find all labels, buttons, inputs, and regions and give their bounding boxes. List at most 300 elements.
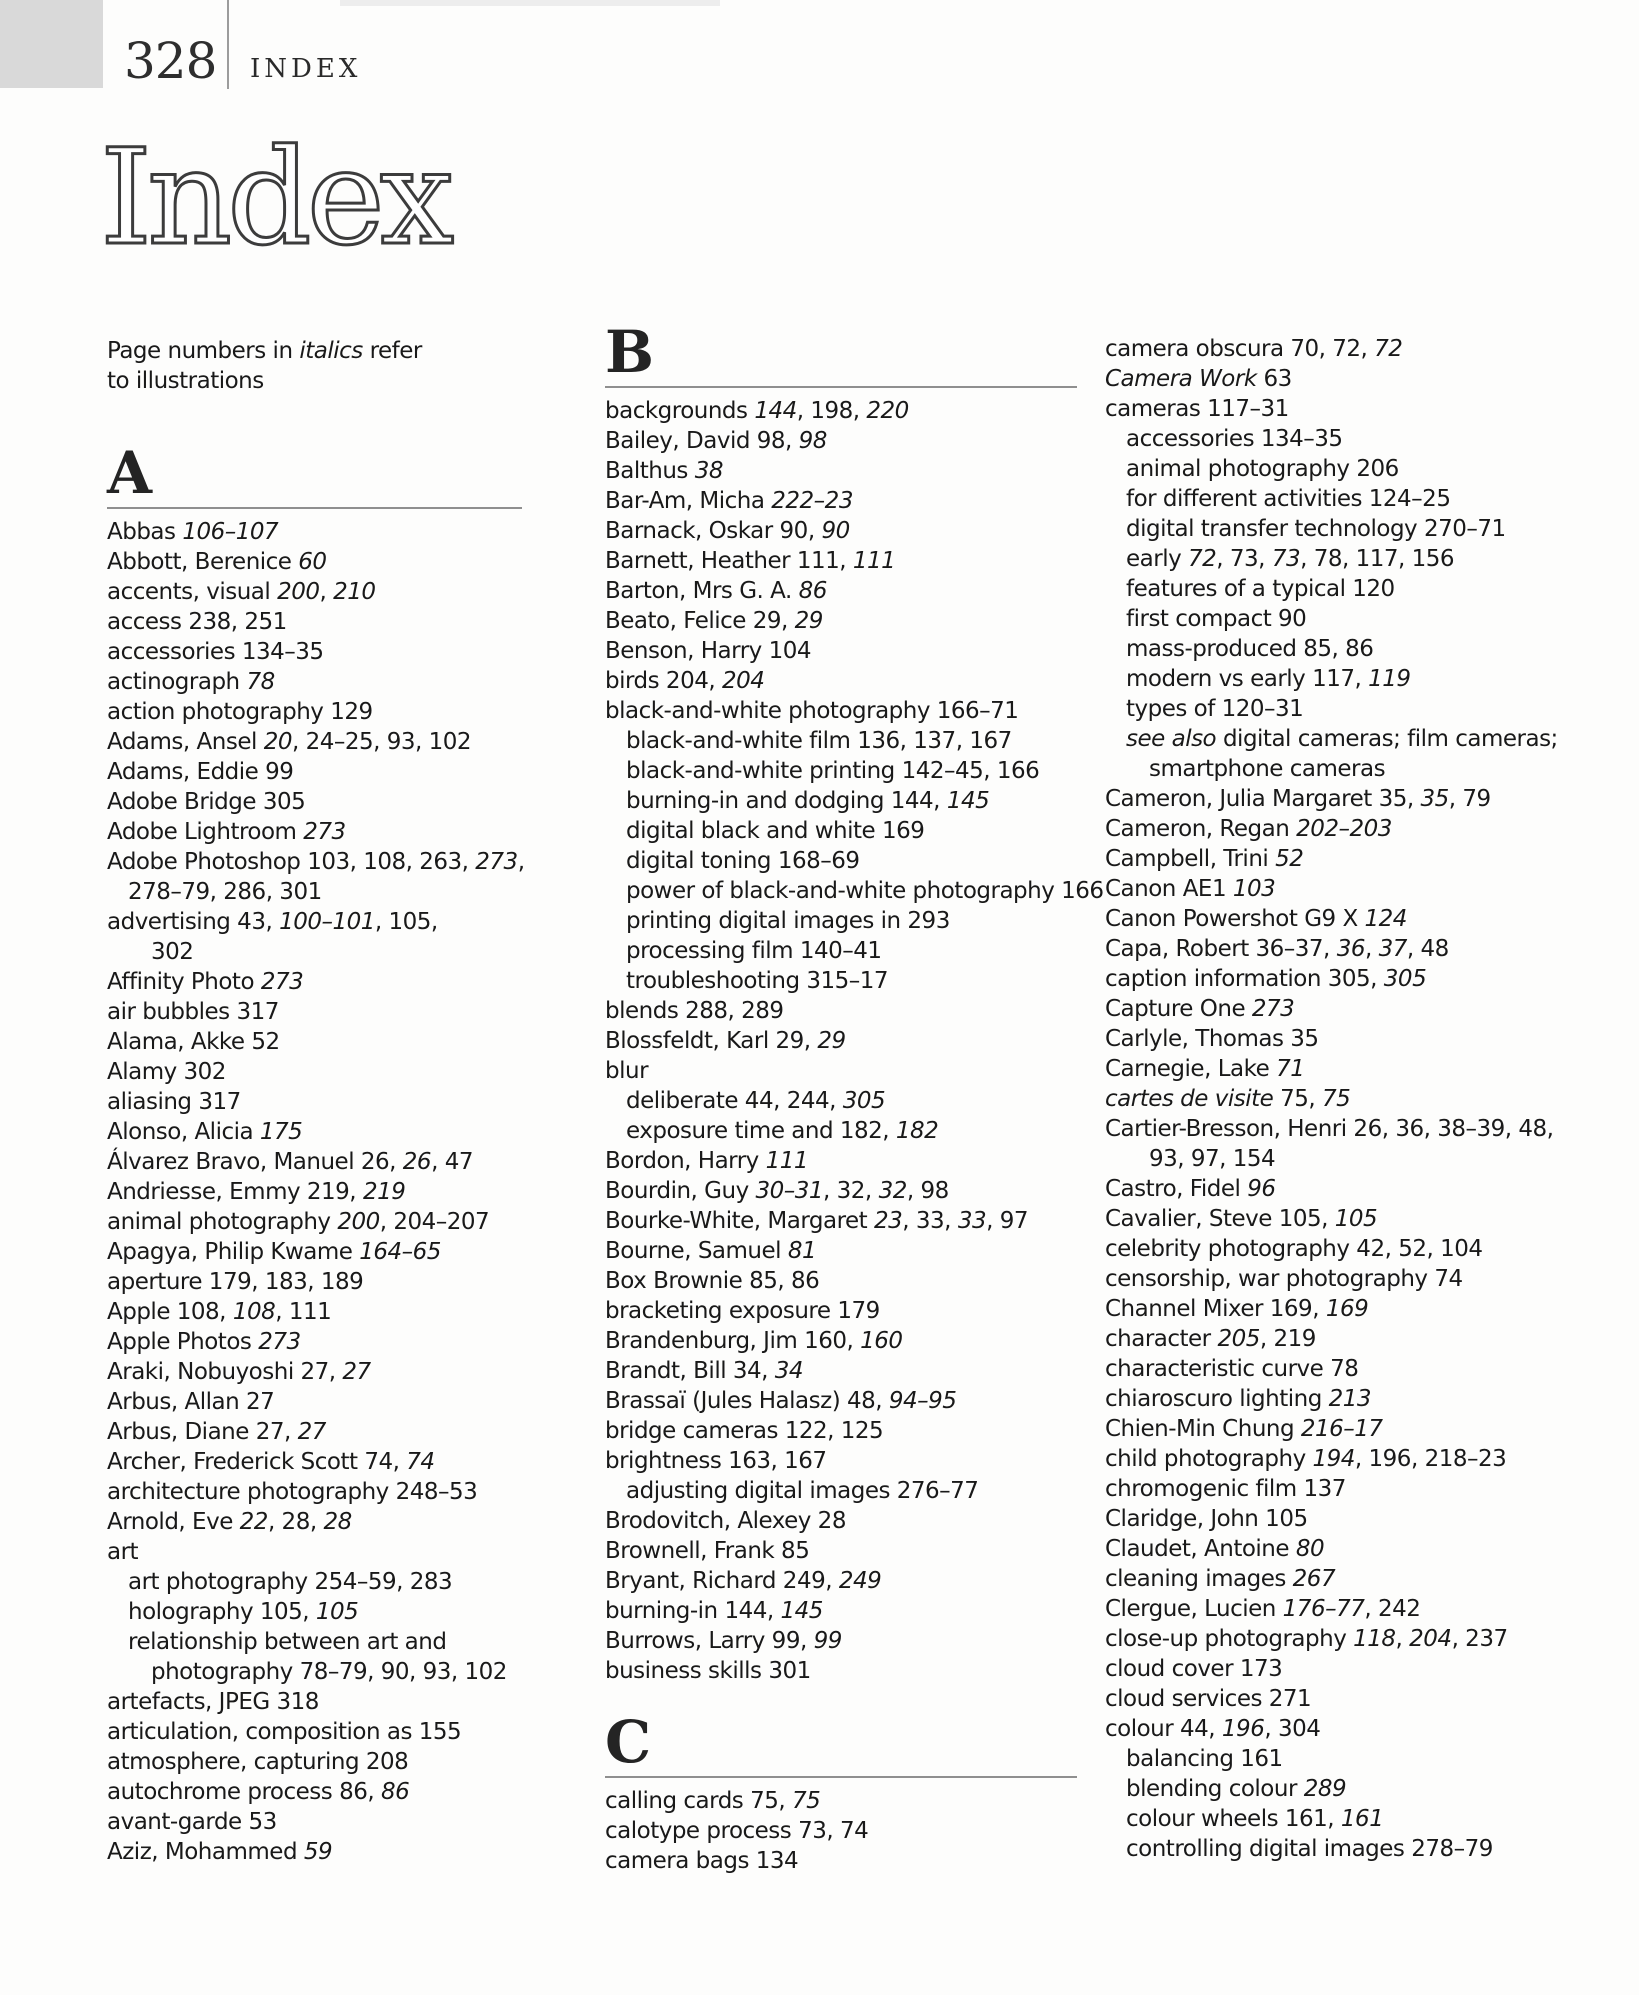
entry-text: Brodovitch, Alexey 28 <box>605 1508 846 1534</box>
index-entry-line <box>605 1846 1077 1876</box>
italic-text: 205 <box>1217 1326 1260 1352</box>
entry-text: Brownell, Frank 85 <box>605 1538 810 1564</box>
index-entry-line <box>1105 1474 1615 1504</box>
entry-text: features of a typical 120 <box>1126 576 1395 602</box>
italic-text: 30–31 <box>755 1178 824 1204</box>
index-entry-line <box>107 1177 522 1207</box>
entry-text: access 238, 251 <box>107 609 287 635</box>
italic-text: 27 <box>342 1359 371 1385</box>
entry-text: cloud services 271 <box>1105 1686 1312 1712</box>
entry-text: first compact 90 <box>1126 606 1307 632</box>
entry-text: controlling digital images 278–79 <box>1126 1836 1493 1862</box>
index-entry-line <box>1105 454 1615 484</box>
entry-text: artefacts, JPEG 318 <box>107 1689 319 1715</box>
index-entry-line <box>1105 574 1615 604</box>
italic-text: 111 <box>852 548 896 574</box>
index-entry-line <box>1105 1714 1615 1744</box>
entry-text: child photography <box>1105 1446 1313 1472</box>
entry-text: adjusting digital images 276–77 <box>626 1478 979 1504</box>
index-column-left <box>107 336 525 1867</box>
index-entry-line <box>1105 814 1615 844</box>
entry-text: smartphone cameras <box>1149 756 1386 782</box>
index-entry-line <box>107 1507 522 1537</box>
index-entry-line <box>605 816 1077 846</box>
entry-text: camera obscura 70, 72, <box>1105 336 1375 362</box>
entry-text: , 219 <box>1259 1326 1316 1352</box>
entry-text: , <box>517 849 525 875</box>
index-entry-line <box>107 1747 522 1777</box>
entry-text: Cartier-Bresson, Henri 26, 36, 38–39, 48, <box>1105 1116 1554 1142</box>
entry-text: brightness 163, 167 <box>605 1448 827 1474</box>
index-entry-line <box>107 1327 522 1357</box>
index-entry-line <box>107 1387 522 1417</box>
index-entry-line <box>1105 1054 1615 1084</box>
italic-text: 161 <box>1340 1806 1384 1832</box>
index-entry-line <box>605 1626 1077 1656</box>
entry-text: Chien-Min Chung <box>1105 1416 1301 1442</box>
index-entry-line <box>107 607 522 637</box>
entry-text: colour wheels 161, <box>1126 1806 1341 1832</box>
scan-smudge <box>340 0 720 6</box>
index-entry-line <box>605 1786 1077 1816</box>
index-entry-line <box>605 486 1077 516</box>
italic-text: italics <box>299 338 363 364</box>
italic-text: 202–203 <box>1296 816 1392 842</box>
italic-text: 273 <box>260 969 304 995</box>
page-corner-tab <box>0 0 103 88</box>
italic-text: 98 <box>798 428 827 454</box>
entry-text: Carlyle, Thomas 35 <box>1105 1026 1319 1052</box>
index-entry-line <box>107 997 522 1027</box>
entry-text: Cameron, Regan <box>1105 816 1297 842</box>
italic-text: 210 <box>333 579 376 605</box>
entry-text: Bailey, David 98, <box>605 428 799 454</box>
index-entry-line <box>605 876 1104 906</box>
entry-text: Claudet, Antoine <box>1105 1536 1296 1562</box>
italic-text: 72 <box>1374 336 1403 362</box>
entry-text: Andriesse, Emmy 219, <box>107 1179 363 1205</box>
entry-text: Bourke-White, Margaret <box>605 1208 875 1234</box>
italic-text: 106–107 <box>182 519 279 545</box>
entry-text: Claridge, John 105 <box>1105 1506 1308 1532</box>
italic-text: 86 <box>798 578 827 604</box>
entry-text: accessories 134–35 <box>107 639 324 665</box>
index-entry-line <box>1105 1624 1615 1654</box>
index-entry-line <box>605 1266 1077 1296</box>
index-entry-line <box>1105 1294 1615 1324</box>
entry-text: censorship, war photography 74 <box>1105 1266 1463 1292</box>
index-entry-line <box>1105 784 1615 814</box>
entry-text: Castro, Fidel <box>1105 1176 1248 1202</box>
entry-text: cleaning images <box>1105 1566 1293 1592</box>
index-entry-line <box>107 1207 522 1237</box>
index-entry-line <box>1105 1654 1615 1684</box>
index-column-right <box>1105 326 1615 1864</box>
italic-text: 99 <box>813 1628 842 1654</box>
entry-text: action photography 129 <box>107 699 373 725</box>
entry-text: , 73, <box>1216 546 1272 572</box>
index-entry-line <box>1105 874 1615 904</box>
entry-text: Adams, Eddie 99 <box>107 759 294 785</box>
entry-text: blending colour <box>1126 1776 1304 1802</box>
entry-text: cloud cover 173 <box>1105 1656 1283 1682</box>
index-entry-line <box>1105 1084 1615 1114</box>
entry-text: burning-in 144, <box>605 1598 781 1624</box>
index-entry-line <box>1105 1354 1615 1384</box>
italic-text: 72 <box>1188 546 1217 572</box>
entry-text: photography 78–79, 90, 93, 102 <box>151 1659 507 1685</box>
entry-text: digital black and white 169 <box>626 818 925 844</box>
entry-text: Apple Photos <box>107 1329 259 1355</box>
index-entry-line <box>605 1206 1077 1236</box>
index-entry-line <box>1105 694 1615 724</box>
index-entry-line <box>107 1237 522 1267</box>
index-entry-line <box>1105 1564 1615 1594</box>
section-letter: C <box>605 1708 653 1776</box>
italic-text: 200 <box>337 1209 380 1235</box>
italic-text: 196 <box>1221 1716 1265 1742</box>
entry-text: , 24–25, 93, 102 <box>291 729 472 755</box>
index-entry-line <box>1105 1444 1615 1474</box>
index-entry-line <box>1105 1504 1615 1534</box>
index-entry-line <box>1105 724 1615 754</box>
entry-text: Capa, Robert 36–37, <box>1105 936 1337 962</box>
entry-text: Alama, Akke 52 <box>107 1029 280 1055</box>
index-entry-line <box>107 1477 522 1507</box>
index-entry-line <box>605 1566 1077 1596</box>
entry-text: Channel Mixer 169, <box>1105 1296 1326 1322</box>
entry-text: Canon AE1 <box>1105 876 1233 902</box>
entry-text: backgrounds <box>605 398 755 424</box>
index-entry-line <box>605 966 1077 996</box>
entry-text: Bar-Am, Micha <box>605 488 772 514</box>
italic-text: 90 <box>821 518 850 544</box>
entry-text: Campbell, Trini <box>1105 846 1276 872</box>
italic-text: 74 <box>406 1449 435 1475</box>
index-entry-line <box>605 1176 1077 1206</box>
italic-text: 144 <box>754 398 797 424</box>
entry-text: Beato, Felice 29, <box>605 608 795 634</box>
index-entry-line <box>605 426 1077 456</box>
index-entry-line <box>605 576 1077 606</box>
index-entry-line <box>107 817 522 847</box>
entry-text: Clergue, Lucien <box>1105 1596 1283 1622</box>
section-entries <box>1105 334 1615 1864</box>
italic-text: 73 <box>1271 546 1301 572</box>
italic-text: 23 <box>874 1208 903 1234</box>
entry-text: , <box>1395 1626 1410 1652</box>
index-entry-line <box>605 516 1077 546</box>
italic-text: 145 <box>946 788 990 814</box>
entry-text: bracketing exposure 179 <box>605 1298 880 1324</box>
entry-text: Bryant, Richard 249, <box>605 1568 839 1594</box>
entry-text: balancing 161 <box>1126 1746 1283 1772</box>
italic-text: 273 <box>303 819 346 845</box>
index-entry-line <box>605 396 1077 426</box>
italic-text: Camera Work <box>1105 366 1257 392</box>
italics-note <box>107 336 522 396</box>
index-entry-line <box>107 907 522 937</box>
italic-text: 52 <box>1275 846 1304 872</box>
index-entry-line <box>605 1146 1077 1176</box>
italic-text: 204 <box>1409 1626 1452 1652</box>
entry-text: birds 204, <box>605 668 722 694</box>
index-entry-line <box>1105 844 1615 874</box>
italic-text: 38 <box>694 458 724 484</box>
entry-text: digital transfer technology 270–71 <box>1126 516 1506 542</box>
index-entry-line <box>107 1147 522 1177</box>
index-entry-line <box>605 1116 1077 1146</box>
entry-text: Alamy 302 <box>107 1059 226 1085</box>
section-entries <box>605 396 1104 1686</box>
page-title: Index <box>100 121 450 275</box>
entry-text: Benson, Harry 104 <box>605 638 811 664</box>
index-entry-line <box>605 1446 1077 1476</box>
entry-text: business skills 301 <box>605 1658 811 1684</box>
index-entry-line <box>605 696 1077 726</box>
index-entry-line <box>107 727 522 757</box>
italic-text: 219 <box>362 1179 406 1205</box>
italic-text: 249 <box>838 1568 882 1594</box>
entry-text: , 79 <box>1448 786 1491 812</box>
entry-text: 63 <box>1256 366 1292 392</box>
entry-text: to illustrations <box>107 368 264 394</box>
entry-text: Adobe Photoshop 103, 108, 263, <box>107 849 476 875</box>
index-entry-line <box>107 1057 522 1087</box>
entry-text: Cavalier, Steve 105, <box>1105 1206 1335 1232</box>
entry-text: blur <box>605 1058 649 1084</box>
index-entry-line <box>605 1476 1077 1506</box>
entry-text: aperture 179, 183, 189 <box>107 1269 364 1295</box>
entry-text: Arbus, Diane 27, <box>107 1419 298 1445</box>
entry-text: , 28, <box>267 1509 324 1535</box>
index-entry-line <box>1105 1774 1615 1804</box>
index-entry-line <box>605 1356 1077 1386</box>
entry-text: accents, visual <box>107 579 278 605</box>
entry-text: aliasing 317 <box>107 1089 241 1115</box>
entry-text: deliberate 44, 244, <box>626 1088 843 1114</box>
index-entry-line <box>107 1657 522 1687</box>
index-entry-line <box>605 996 1077 1026</box>
entry-text: , 111 <box>275 1299 332 1325</box>
entry-text: holography 105, <box>128 1599 316 1625</box>
entry-text: , 105, <box>374 909 438 935</box>
index-entry-line <box>1105 994 1615 1024</box>
index-entry-line <box>107 1447 522 1477</box>
index-entry-line <box>1105 514 1615 544</box>
italic-text: 78 <box>246 669 275 695</box>
index-entry-line <box>1105 1174 1615 1204</box>
index-entry-line <box>1105 1144 1615 1174</box>
entry-text: black-and-white photography 166–71 <box>605 698 1019 724</box>
index-entry-line <box>605 546 1077 576</box>
entry-text: art <box>107 1539 139 1565</box>
index-entry-line <box>605 666 1077 696</box>
entry-text: Burrows, Larry 99, <box>605 1628 814 1654</box>
entry-text: calling cards 75, <box>605 1788 792 1814</box>
entry-text: Barnett, Heather 111, <box>605 548 853 574</box>
entry-text: , 198, <box>796 398 867 424</box>
italic-text: 267 <box>1292 1566 1336 1592</box>
index-section-b <box>605 318 1104 1686</box>
italic-text: 164–65 <box>359 1239 441 1265</box>
entry-text: relationship between art and <box>128 1629 447 1655</box>
italic-text: 182 <box>895 1118 939 1144</box>
index-entry-line <box>1105 364 1615 394</box>
index-entry-line <box>605 1236 1077 1266</box>
entry-text: Brassaï (Jules Halasz) 48, <box>605 1388 889 1414</box>
index-entry-line <box>605 726 1077 756</box>
entry-text: Carnegie, Lake <box>1105 1056 1277 1082</box>
index-entry-line <box>605 1536 1077 1566</box>
entry-text: 93, 97, 154 <box>1149 1146 1276 1172</box>
entry-text: black-and-white printing 142–45, 166 <box>626 758 1040 784</box>
index-entry-line <box>605 606 1077 636</box>
index-entry-line <box>1105 964 1615 994</box>
index-entry-line <box>1105 424 1615 454</box>
index-entry-line <box>1105 1264 1615 1294</box>
index-entry-line <box>1105 904 1615 934</box>
italic-text: 273 <box>258 1329 301 1355</box>
entry-text: Arnold, Eve <box>107 1509 240 1535</box>
entry-text: Archer, Frederick Scott 74, <box>107 1449 407 1475</box>
entry-text: Affinity Photo <box>107 969 261 995</box>
index-entry-line <box>107 1297 522 1327</box>
italic-text: 26 <box>402 1149 432 1175</box>
index-entry-line <box>605 1656 1077 1686</box>
entry-text: accessories 134–35 <box>1126 426 1343 452</box>
italic-text: 103 <box>1232 876 1276 902</box>
entry-text: , 304 <box>1264 1716 1321 1742</box>
italic-text: 28 <box>323 1509 352 1535</box>
entry-text: celebrity photography 42, 52, 104 <box>1105 1236 1483 1262</box>
italic-text: 160 <box>860 1328 903 1354</box>
entry-text: colour 44, <box>1105 1716 1222 1742</box>
entry-text: , 97 <box>986 1208 1028 1234</box>
entry-text: Balthus <box>605 458 695 484</box>
entry-text: Adobe Lightroom <box>107 819 304 845</box>
entry-text: autochrome process 86, <box>107 1779 381 1805</box>
index-entry-line <box>1105 664 1615 694</box>
index-entry-line <box>1105 934 1615 964</box>
entry-text: Blossfeldt, Karl 29, <box>605 1028 818 1054</box>
index-entry-line <box>107 1117 522 1147</box>
index-section-a <box>107 439 525 1867</box>
index-entry-line <box>605 1816 1077 1846</box>
entry-text: chiaroscuro lighting <box>1105 1386 1329 1412</box>
entry-text: calotype process 73, 74 <box>605 1818 869 1844</box>
index-entry-line <box>1105 1384 1615 1414</box>
index-entry-line <box>605 1416 1077 1446</box>
entry-text: close-up photography <box>1105 1626 1354 1652</box>
index-entry-line <box>107 937 522 967</box>
entry-text: Arbus, Allan 27 <box>107 1389 275 1415</box>
italic-text: cartes de visite <box>1105 1086 1274 1112</box>
italic-text: 20 <box>263 729 292 755</box>
index-entry-line <box>1105 1324 1615 1354</box>
italic-text: 105 <box>315 1599 359 1625</box>
italic-text: 305 <box>842 1088 886 1114</box>
italic-text: 100–101 <box>279 909 375 935</box>
header-divider <box>227 0 229 89</box>
index-entry-line <box>107 787 522 817</box>
index-entry-line <box>107 1567 522 1597</box>
italic-text: 108 <box>232 1299 276 1325</box>
italic-text: 81 <box>787 1238 817 1264</box>
entry-text: air bubbles 317 <box>107 999 279 1025</box>
index-entry-line <box>107 1417 522 1447</box>
index-entry-line <box>1105 1024 1615 1054</box>
index-entry-line <box>107 1027 522 1057</box>
entry-text: bridge cameras 122, 125 <box>605 1418 884 1444</box>
italic-text: 222–23 <box>771 488 853 514</box>
italic-text: 119 <box>1368 666 1411 692</box>
entry-text: atmosphere, capturing 208 <box>107 1749 409 1775</box>
italic-text: 213 <box>1328 1386 1372 1412</box>
entry-text: Canon Powershot G9 X <box>1105 906 1365 932</box>
index-section-continued <box>1105 334 1615 1864</box>
entry-text: troubleshooting 315–17 <box>626 968 889 994</box>
index-entry-line <box>605 1596 1077 1626</box>
index-entry-line <box>107 967 522 997</box>
entry-text: power of black-and-white photography 166 <box>626 878 1104 904</box>
entry-text: Alonso, Alicia <box>107 1119 260 1145</box>
index-entry-line <box>605 1506 1077 1536</box>
italic-text: 35 <box>1420 786 1449 812</box>
italic-text: 75 <box>791 1788 821 1814</box>
note-line <box>107 366 522 396</box>
entry-text: Brandt, Bill 34, <box>605 1358 775 1384</box>
index-entry-line <box>605 1296 1077 1326</box>
italic-text: 216–17 <box>1300 1416 1383 1442</box>
index-entry-line <box>605 456 1077 486</box>
index-entry-line <box>107 1087 522 1117</box>
section-letter: B <box>605 318 656 386</box>
italic-text: 36 <box>1336 936 1365 962</box>
index-entry-line <box>107 1837 522 1867</box>
note-line <box>107 336 522 366</box>
entry-text: 302 <box>151 939 194 965</box>
entry-text: chromogenic film 137 <box>1105 1476 1346 1502</box>
entry-text: , 33, <box>902 1208 958 1234</box>
entry-text: early <box>1126 546 1189 572</box>
index-entry-line <box>107 1777 522 1807</box>
entry-text: actinograph <box>107 669 247 695</box>
italic-text: 289 <box>1303 1776 1347 1802</box>
entry-text: Barton, Mrs G. A. <box>605 578 799 604</box>
entry-text: caption information 305, <box>1105 966 1384 992</box>
index-entry-line <box>1105 1684 1615 1714</box>
italic-text: 60 <box>298 549 327 575</box>
entry-text: , 242 <box>1364 1596 1421 1622</box>
italic-text: 32 <box>878 1178 907 1204</box>
index-entry-line <box>605 636 1077 666</box>
entry-text: architecture photography 248–53 <box>107 1479 478 1505</box>
italic-text: 75 <box>1321 1086 1351 1112</box>
section-letter: A <box>107 439 154 507</box>
index-entry-line <box>1105 1204 1615 1234</box>
entry-text: Adobe Bridge 305 <box>107 789 306 815</box>
entry-text: types of 120–31 <box>1126 696 1304 722</box>
entry-text: cameras 117–31 <box>1105 396 1289 422</box>
italic-text: 27 <box>297 1419 326 1445</box>
index-entry-line <box>107 1717 522 1747</box>
entry-text: Abbas <box>107 519 183 545</box>
index-entry-line <box>107 1807 522 1837</box>
index-entry-line <box>107 1267 522 1297</box>
entry-text: Adams, Ansel <box>107 729 264 755</box>
entry-text: , 32, <box>823 1178 879 1204</box>
